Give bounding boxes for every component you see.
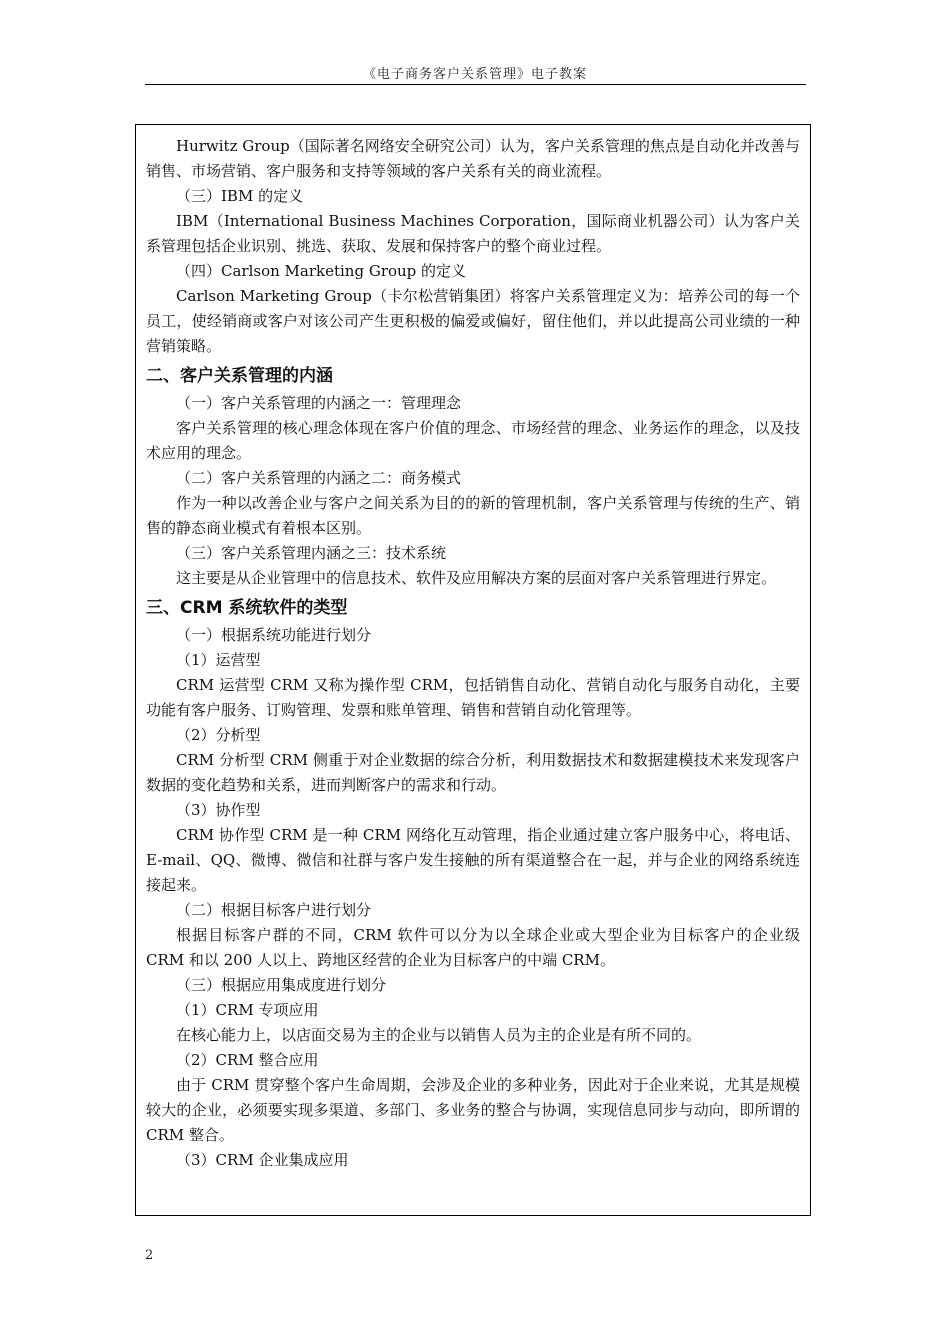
body-paragraph: IBM（International Business Machines Corporation，国际商业机器公司）认为客户关系管理包括企业识别、挑选、获取、发展和保持客户的整个商业过程。: [146, 212, 800, 255]
body-paragraph: CRM 运营型 CRM 又称为操作型 CRM，包括销售自动化、营销自动化与服务自动化，主要功能有客户服务、订购管理、发票和账单管理、销售和营销自动化管理等。: [146, 676, 800, 719]
subsection-heading: （二）客户关系管理的内涵之二：商务模式: [176, 469, 462, 487]
subsection-heading: （3）协作型: [176, 801, 261, 819]
body-paragraph: 根据目标客户群的不同，CRM 软件可以分为以全球企业或大型企业为目标客户的企业级 CRM 和以 200 人以上、跨地区经营的企业为目标客户的中端 CRM。: [146, 926, 800, 969]
subsection-heading: （1）CRM 专项应用: [176, 1001, 319, 1019]
body-paragraph: 客户关系管理的核心理念体现在客户价值的理念、市场经营的理念、业务运作的理念，以及技术应用的理念。: [146, 419, 800, 462]
body-paragraph: CRM 分析型 CRM 侧重于对企业数据的综合分析，利用数据技术和数据建模技术来发现客户数据的变化趋势和关系，进而判断客户的需求和行动。: [146, 751, 800, 794]
page-number: 2: [145, 1248, 154, 1263]
subsection-heading: （1）运营型: [176, 651, 261, 669]
subsection-heading: （三）客户关系管理内涵之三：技术系统: [176, 544, 447, 562]
body-paragraph: 在核心能力上，以店面交易为主的企业与以销售人员为主的企业是有所不同的。: [176, 1026, 702, 1044]
subsection-heading: （3）CRM 企业集成应用: [176, 1151, 349, 1169]
section-heading: 三、CRM 系统软件的类型: [146, 598, 348, 618]
subsection-heading: （一）根据系统功能进行划分: [176, 626, 372, 644]
content-box: [135, 124, 811, 1216]
body-paragraph: Carlson Marketing Group（卡尔松营销集团）将客户关系管理定义为：培养公司的每一个员工，使经销商或客户对该公司产生更积极的偏爱或偏好，留住他们，并以此提高公司业绩的一种营销策略。: [146, 287, 800, 355]
body-paragraph: 由于 CRM 贯穿整个客户生命周期，会涉及企业的多种业务，因此对于企业来说，尤其是规模较大的企业，必须要实现多渠道、多部门、多业务的整合与协调，实现信息同步与动向，即所谓的 CRM 整合。: [146, 1076, 800, 1144]
subsection-heading: （三）根据应用集成度进行划分: [176, 976, 387, 994]
body-paragraph: 这主要是从企业管理中的信息技术、软件及应用解决方案的层面对客户关系管理进行界定。: [176, 569, 777, 587]
subsection-heading: （2）CRM 整合应用: [176, 1051, 319, 1069]
subsection-heading: （一）客户关系管理的内涵之一：管理理念: [176, 394, 462, 412]
body-paragraph: Hurwitz Group（国际著名网络安全研究公司）认为，客户关系管理的焦点是自动化并改善与销售、市场营销、客户服务和支持等领域的客户关系有关的商业流程。: [146, 137, 800, 180]
subsection-heading: （四）Carlson Marketing Group 的定义: [176, 262, 467, 280]
subsection-heading: （2）分析型: [176, 726, 261, 744]
page-header-title: 《电子商务客户关系管理》电子教案: [362, 67, 587, 82]
body-paragraph: CRM 协作型 CRM 是一种 CRM 网络化互动管理，指企业通过建立客户服务中心，将电话、E-mail、QQ、微博、微信和社群与客户发生接触的所有渠道整合在一起，并与企业的网络系统连接起来。: [146, 826, 800, 894]
header-rule: [145, 84, 806, 85]
body-paragraph: 作为一种以改善企业与客户之间关系为目的的新的管理机制，客户关系管理与传统的生产、销售的静态商业模式有着根本区别。: [146, 494, 800, 537]
section-heading: 二、客户关系管理的内涵: [146, 366, 333, 386]
subsection-heading: （二）根据目标客户进行划分: [176, 901, 372, 919]
subsection-heading: （三）IBM 的定义: [176, 187, 304, 205]
